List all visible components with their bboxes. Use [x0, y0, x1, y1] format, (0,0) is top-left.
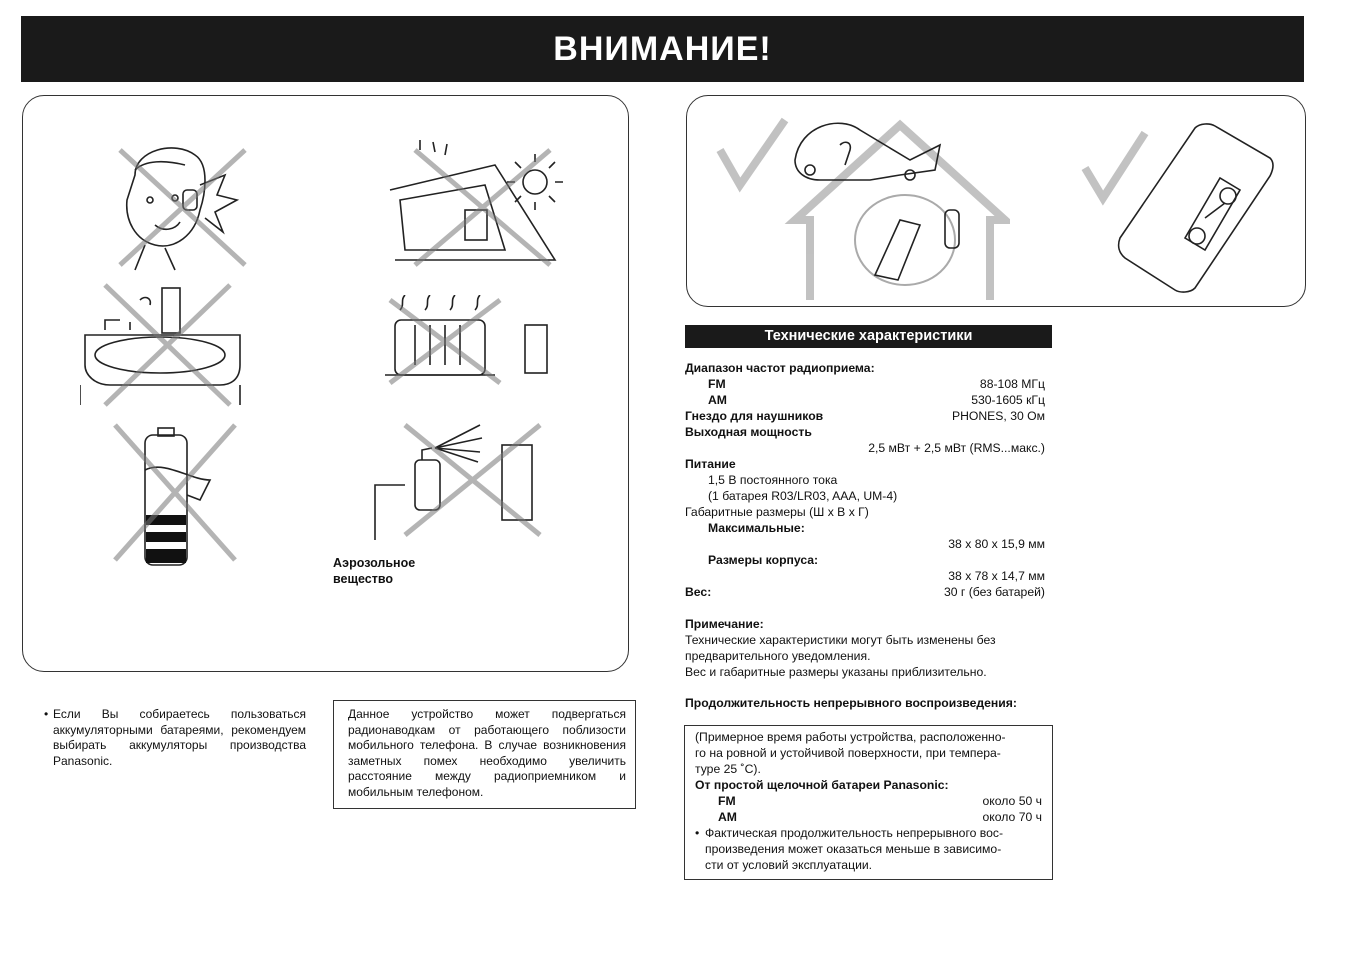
dims-label: Габаритные размеры (Ш x В x Г)	[685, 505, 869, 519]
spec-row-output	[685, 424, 1045, 440]
spec-row-note-3	[685, 664, 1045, 680]
duration-intro-2: го на ровной и устойчивой поверхности, при темпера-	[695, 746, 1001, 760]
mobile-interference-note	[333, 700, 636, 809]
duration-box	[684, 725, 1053, 880]
duration-row-am	[695, 809, 1042, 825]
duration-am-value: около 70 ч	[982, 810, 1042, 824]
spec-row-fm	[685, 376, 1045, 392]
aerosol-caption-line2: вещество	[333, 572, 394, 586]
fm-label: FM	[708, 377, 726, 391]
mobile-note-text: Данное устройство может подвергаться радионаводкам от работающего поблизости мобильного телефона. В случае возникновения заметных помех необходимо увеличить расстояние между радиоприемником и мобильным телефоном.	[348, 707, 626, 799]
no-water-icon	[80, 280, 250, 410]
weight-label: Вес:	[685, 585, 712, 599]
power-line1: 1,5 В постоянного тока	[708, 473, 838, 487]
spec-row-note-2	[685, 648, 1045, 664]
page-title: ВНИМАНИЕ!	[553, 29, 772, 68]
spec-row-body	[685, 552, 1045, 568]
specs-header: Технические характеристики	[685, 325, 1052, 348]
duration-row-fm	[695, 793, 1042, 809]
duration-fm-value: около 50 ч	[982, 794, 1042, 808]
no-damaged-battery-icon	[110, 420, 240, 570]
specs-list	[685, 360, 1045, 680]
no-aerosol-icon	[370, 420, 550, 550]
duration-fm-label: FM	[718, 794, 736, 808]
duration-note	[695, 825, 1042, 873]
spec-row-am	[685, 392, 1045, 408]
aerosol-caption-line1: Аэрозольное	[333, 556, 416, 570]
note-label: Примечание:	[685, 617, 764, 631]
spec-row-note-1	[685, 632, 1045, 648]
duration-intro-3: туре 25 ˚C).	[695, 762, 761, 776]
duration-note-3: сти от условий эксплуатации.	[705, 858, 873, 872]
spec-row-power	[685, 456, 1045, 472]
phones-label: Гнездо для наушников	[685, 409, 824, 423]
spec-row-note	[685, 616, 1045, 632]
duration-am-label: AM	[718, 810, 737, 824]
no-heat-icon	[380, 295, 560, 385]
battery-recommendation-note	[44, 707, 306, 769]
spec-row-phones	[685, 408, 1045, 424]
max-label: Максимальные:	[708, 521, 805, 535]
power-label: Питание	[685, 457, 736, 471]
duration-battery-label: От простой щелочной батареи Panasonic:	[695, 778, 949, 792]
max-value: 38 x 80 x 15,9 мм	[948, 537, 1045, 551]
fm-value: 88-108 МГц	[979, 377, 1045, 391]
spec-row-freq	[685, 360, 1045, 376]
battery-note-text: Если Вы собираетесь пользоваться аккумуляторными батареями, рекомендуем выбирать аккумуляторы производства Panasonic.	[53, 707, 306, 768]
aerosol-caption	[333, 555, 415, 587]
spec-row-max-value	[685, 536, 1045, 552]
duration-note-2: произведения может оказаться меньше в зависимо-	[705, 842, 1002, 856]
no-loud-headphones-icon	[105, 140, 255, 275]
spec-row-dims	[685, 504, 1045, 520]
spec-row-weight	[685, 584, 1045, 600]
duration-note-bullet: •	[695, 826, 700, 840]
spec-row-power-2	[685, 488, 1045, 504]
note-line1: Технические характеристики могут быть изменены без	[685, 633, 996, 647]
battery-note-bullet: •	[44, 707, 49, 721]
weight-value: 30 г (без батарей)	[943, 585, 1045, 599]
output-label: Выходная мощность	[685, 425, 812, 439]
spec-row-output-value	[685, 440, 1045, 456]
body-value: 38 x 78 x 14,7 мм	[948, 569, 1045, 583]
freq-label: Диапазон частот радиоприема:	[685, 361, 875, 375]
am-label: AM	[708, 393, 727, 407]
note-line3: Вес и габаритные размеры указаны приблизительно.	[685, 665, 987, 679]
battery-insert-icon	[1075, 118, 1285, 293]
power-line2: (1 батарея R03/LR03, AAA, UM-4)	[708, 489, 898, 503]
airplane-check-icon	[700, 100, 1010, 300]
no-car-sun-icon	[385, 140, 575, 270]
duration-intro-1: (Примерное время работы устройства, расположенно-	[695, 730, 1006, 744]
spec-row-body-value	[685, 568, 1045, 584]
spec-row-max	[685, 520, 1045, 536]
duration-title: Продолжительность непрерывного воспроизведения:	[685, 696, 1017, 710]
spec-row-power-1	[685, 472, 1045, 488]
phones-value: PHONES, 30 Ом	[951, 409, 1045, 423]
duration-note-1: Фактическая продолжительность непрерывного вос-	[705, 826, 1004, 840]
warning-banner	[21, 16, 1304, 82]
note-line2: предварительного уведомления.	[685, 649, 871, 663]
output-value: 2,5 мВт + 2,5 мВт (RMS...макс.)	[868, 441, 1045, 455]
am-value: 530-1605 кГц	[971, 393, 1045, 407]
body-label: Размеры корпуса:	[708, 553, 819, 567]
